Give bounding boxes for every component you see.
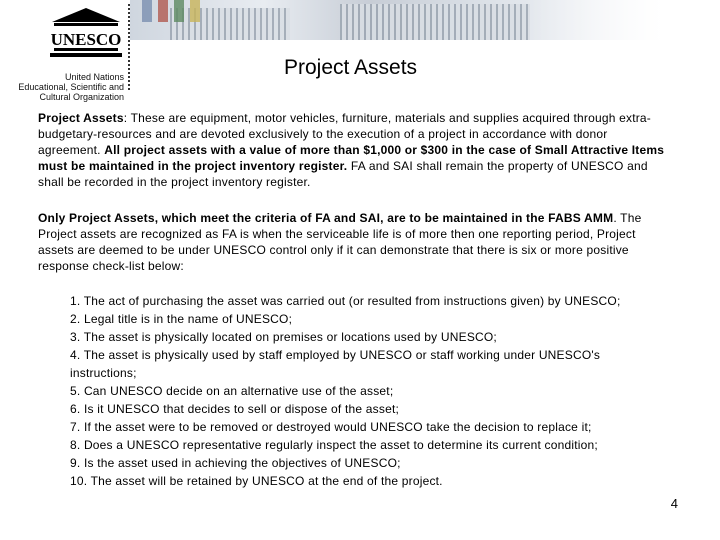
ownership-text: FA and SAI shall remain the property of UNESCO and shall be recorded in the project inventory register. bbox=[38, 159, 648, 189]
list-item: 3. The asset is physically located on premises or locations used by UNESCO; bbox=[70, 330, 497, 344]
temple-icon bbox=[50, 6, 122, 62]
list-item: 2. Legal title is in the name of UNESCO; bbox=[70, 312, 293, 326]
building-shape bbox=[170, 8, 290, 40]
building-shape bbox=[340, 4, 530, 40]
flag-shape bbox=[174, 0, 184, 22]
flag-shape bbox=[142, 0, 152, 22]
definition-text: These are equipment, motor vehicles, furniture, materials and supplies acquired through extra-budgetary-resources and are devoted exclusively to the execution of a project in accordance with donor agreement. bbox=[38, 111, 651, 157]
logo-divider bbox=[128, 4, 130, 90]
header-banner-image bbox=[130, 0, 665, 40]
term-separator: : bbox=[123, 111, 128, 125]
list-item: 4. The asset is physically used by staff employed by UNESCO or staff working under UNESCO's instructions; bbox=[70, 348, 601, 380]
slide-body bbox=[38, 110, 668, 490]
list-item: 9. Is the asset used in achieving the objectives of UNESCO; bbox=[70, 456, 401, 470]
flag-shape bbox=[190, 0, 200, 22]
criteria-text: . The Project assets are recognized as FA is when the serviceable life is of more then one reporting period, Project assets are deemed to be under UNESCO control only if it can demonstrate that there is six or more positive response check-list below: bbox=[38, 211, 642, 273]
list-item: 6. Is it UNESCO that decides to sell or dispose of the asset; bbox=[70, 402, 400, 416]
flag-shape bbox=[158, 0, 168, 22]
logo-wordmark: UNESCO bbox=[50, 30, 122, 49]
control-checklist bbox=[70, 292, 668, 490]
list-item: 5. Can UNESCO decide on an alternative use of the asset; bbox=[70, 384, 394, 398]
unesco-logo bbox=[6, 6, 130, 102]
threshold-rule: All project assets with a value of more than $1,000 or $300 in the case of Small Attractive Items must be maintained in the project inventory register. bbox=[38, 143, 665, 173]
list-item: 7. If the asset were to be removed or destroyed would UNESCO take the decision to replace it; bbox=[70, 420, 592, 434]
org-name bbox=[12, 72, 124, 102]
slide-title: Project Assets bbox=[284, 56, 418, 79]
criteria-paragraph bbox=[38, 210, 668, 274]
list-item: 8. Does a UNESCO representative regularly inspect the asset to determine its current condition; bbox=[70, 438, 598, 452]
org-line: Educational, Scientific and bbox=[18, 82, 124, 92]
org-line: Cultural Organization bbox=[39, 92, 124, 102]
org-line: United Nations bbox=[64, 72, 124, 82]
term-label: Project Assets bbox=[38, 111, 124, 125]
list-item: 10. The asset will be retained by UNESCO at the end of the project. bbox=[70, 474, 443, 488]
list-item: 1. The act of purchasing the asset was carried out (or resulted from instructions given) by UNESCO; bbox=[70, 294, 621, 308]
definition-paragraph bbox=[38, 110, 668, 190]
page-number: 4 bbox=[670, 496, 678, 511]
criteria-rule: Only Project Assets, which meet the criteria of FA and SAI, are to be maintained in the FABS AMM bbox=[38, 211, 614, 225]
banner-fade bbox=[525, 0, 665, 40]
